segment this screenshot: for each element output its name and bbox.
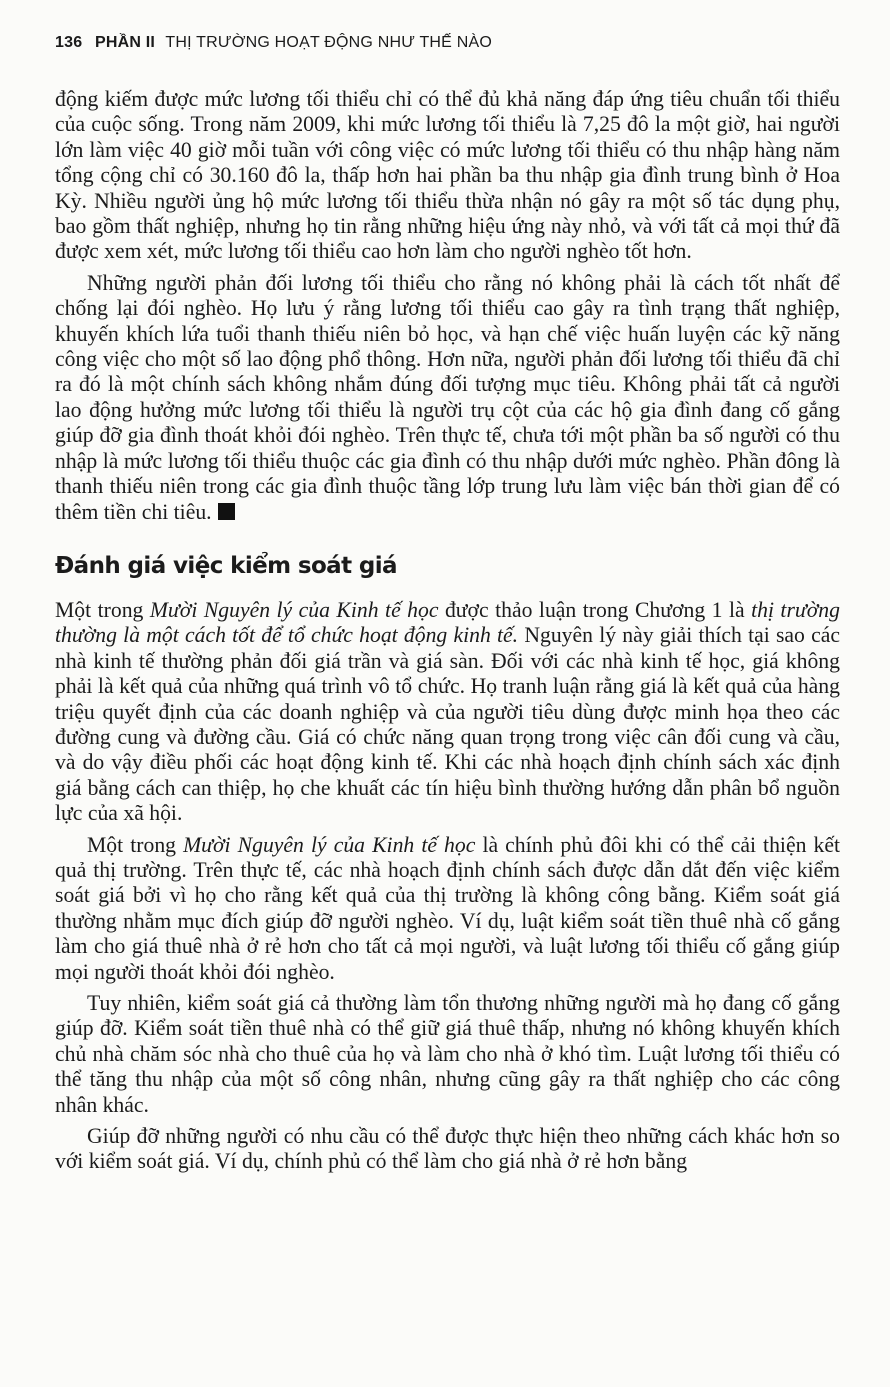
- paragraph-helping: Giúp đỡ những người có nhu cầu có thể được thực hiện theo những cách khác hơn so với kiểm soát giá. Ví dụ, chính phủ có thể làm cho giá nhà ở rẻ hơn bằng: [55, 1124, 840, 1174]
- text-run: được thảo luận trong Chương 1 là: [438, 597, 752, 622]
- italic-run: Mười Nguyên lý của Kinh tế học: [149, 597, 439, 622]
- italic-run: Mười Nguyên lý của Kinh tế học: [183, 832, 476, 857]
- end-of-box-square-icon: [218, 503, 235, 520]
- paragraph-principles: [55, 598, 840, 827]
- part-title: THỊ TRƯỜNG HOẠT ĐỘNG NHƯ THẾ NÀO: [165, 34, 492, 51]
- italic-run: thị trường thường là một cách tốt để tổ chức hoạt động kinh tế.: [55, 597, 840, 648]
- paragraph-opponents: [55, 271, 840, 525]
- text-run: là chính phủ đôi khi có thể cải thiện kết quả thị trường. Trên thực tế, các nhà hoạch định chính sách được dẫn dắt đến việc kiểm soát giá bởi vì họ cho rằng kết quả của thị trường là không công bằng. Kiểm soát giá thường nhằm mục đích giúp đỡ người nghèo. Ví dụ, luật kiểm soát tiền thuê nhà cố gắng làm cho giá thuê nhà ở rẻ hơn cho tất cả mọi người, và luật lương tối thiểu cố gắng giúp mọi người thoát khỏi đói nghèo.: [55, 832, 840, 984]
- text-run: Một trong: [87, 832, 184, 857]
- paragraph-continued: động kiếm được mức lương tối thiểu chỉ có thể đủ khả năng đáp ứng tiêu chuẩn tối thiểu của cuộc sống. Trong năm 2009, khi mức lương tối thiểu là 7,25 đô la một giờ, hai người lớn làm việc 40 giờ mỗi tuần với công việc có mức lương tối thiểu có thu nhập hàng năm tổng cộng chỉ có 30.160 đô la, thấp hơn hai phần ba thu nhập gia đình trung bình ở Hoa Kỳ. Nhiều người ủng hộ mức lương tối thiểu thừa nhận nó gây ra một số tác dụng phụ, bao gồm thất nghiệp, nhưng họ tin rằng những hiệu ứng này nhỏ, và với tất cả mọi thứ đã được xem xét, mức lương tối thiểu cao hơn làm cho người nghèo tốt hơn.: [55, 87, 840, 264]
- text-run: Nguyên lý này giải thích tại sao các nhà kinh tế thường phản đối giá trần và giá sàn. Đối với các nhà kinh tế học, giá không phải là kết quả của những quá trình vô tổ chức. Họ tranh luận rằng giá là kết quả của hàng triệu quyết định của các doanh nghiệp và của người tiêu dùng được minh họa theo các đường cung và đường cầu. Giá có chức năng quan trọng trong việc cân đối cung và cầu, và do vậy điều phối các hoạt động kinh tế. Khi các nhà hoạch định chính sách xác định giá bằng cách can thiệp, họ che khuất các tín hiệu bình thường hướng dẫn phân bổ nguồn lực của xã hội.: [55, 623, 840, 826]
- part-label: PHẦN II: [94, 34, 156, 51]
- paragraph-opponents-text: Những người phản đối lương tối thiểu cho rằng nó không phải là cách tốt nhất để chống lại đói nghèo. Họ lưu ý rằng lương tối thiểu cao gây ra tình trạng thất nghiệp, khuyến khích lứa tuổi thanh thiếu niên bỏ học, và hạn chế việc huấn luyện các kỹ năng công việc cho một số lao động phổ thông. Hơn nữa, người phản đối lương tối thiểu đã chỉ ra đó là một chính sách không nhắm đúng đối tượng mục tiêu. Không phải tất cả người lao động hưởng mức lương tối thiểu là người trụ cột của các hộ gia đình đang cố gắng giúp đỡ gia đình thoát khỏi đói nghèo. Trên thực tế, chưa tới một phần ba số người có thu nhập là mức lương tối thiểu thuộc các gia đình có thu nhập dưới mức nghèo. Phần đông là thanh thiếu niên trong các gia đình thuộc tầng lớp trung lưu làm việc bán thời gian để có thêm tiền chi tiêu.: [55, 270, 840, 524]
- paragraph-government: [55, 833, 840, 985]
- section-heading: Đánh giá việc kiểm soát giá: [55, 552, 397, 579]
- running-header: [55, 34, 492, 52]
- paragraph-however: Tuy nhiên, kiểm soát giá cả thường làm tổn thương những người mà họ đang cố gắng giúp đỡ. Kiểm soát tiền thuê nhà có thể giữ giá thuê thấp, nhưng nó không khuyến khích chủ nhà chăm sóc nhà cho thuê của họ và làm cho nhà ở khó tìm. Luật lương tối thiểu có thể tăng thu nhập của một số công nhân, nhưng cũng gây ra thất nghiệp cho các công nhân khác.: [55, 991, 840, 1117]
- body-text: [55, 87, 840, 1175]
- page-number: 136: [55, 34, 83, 51]
- text-run: Một trong: [55, 597, 150, 622]
